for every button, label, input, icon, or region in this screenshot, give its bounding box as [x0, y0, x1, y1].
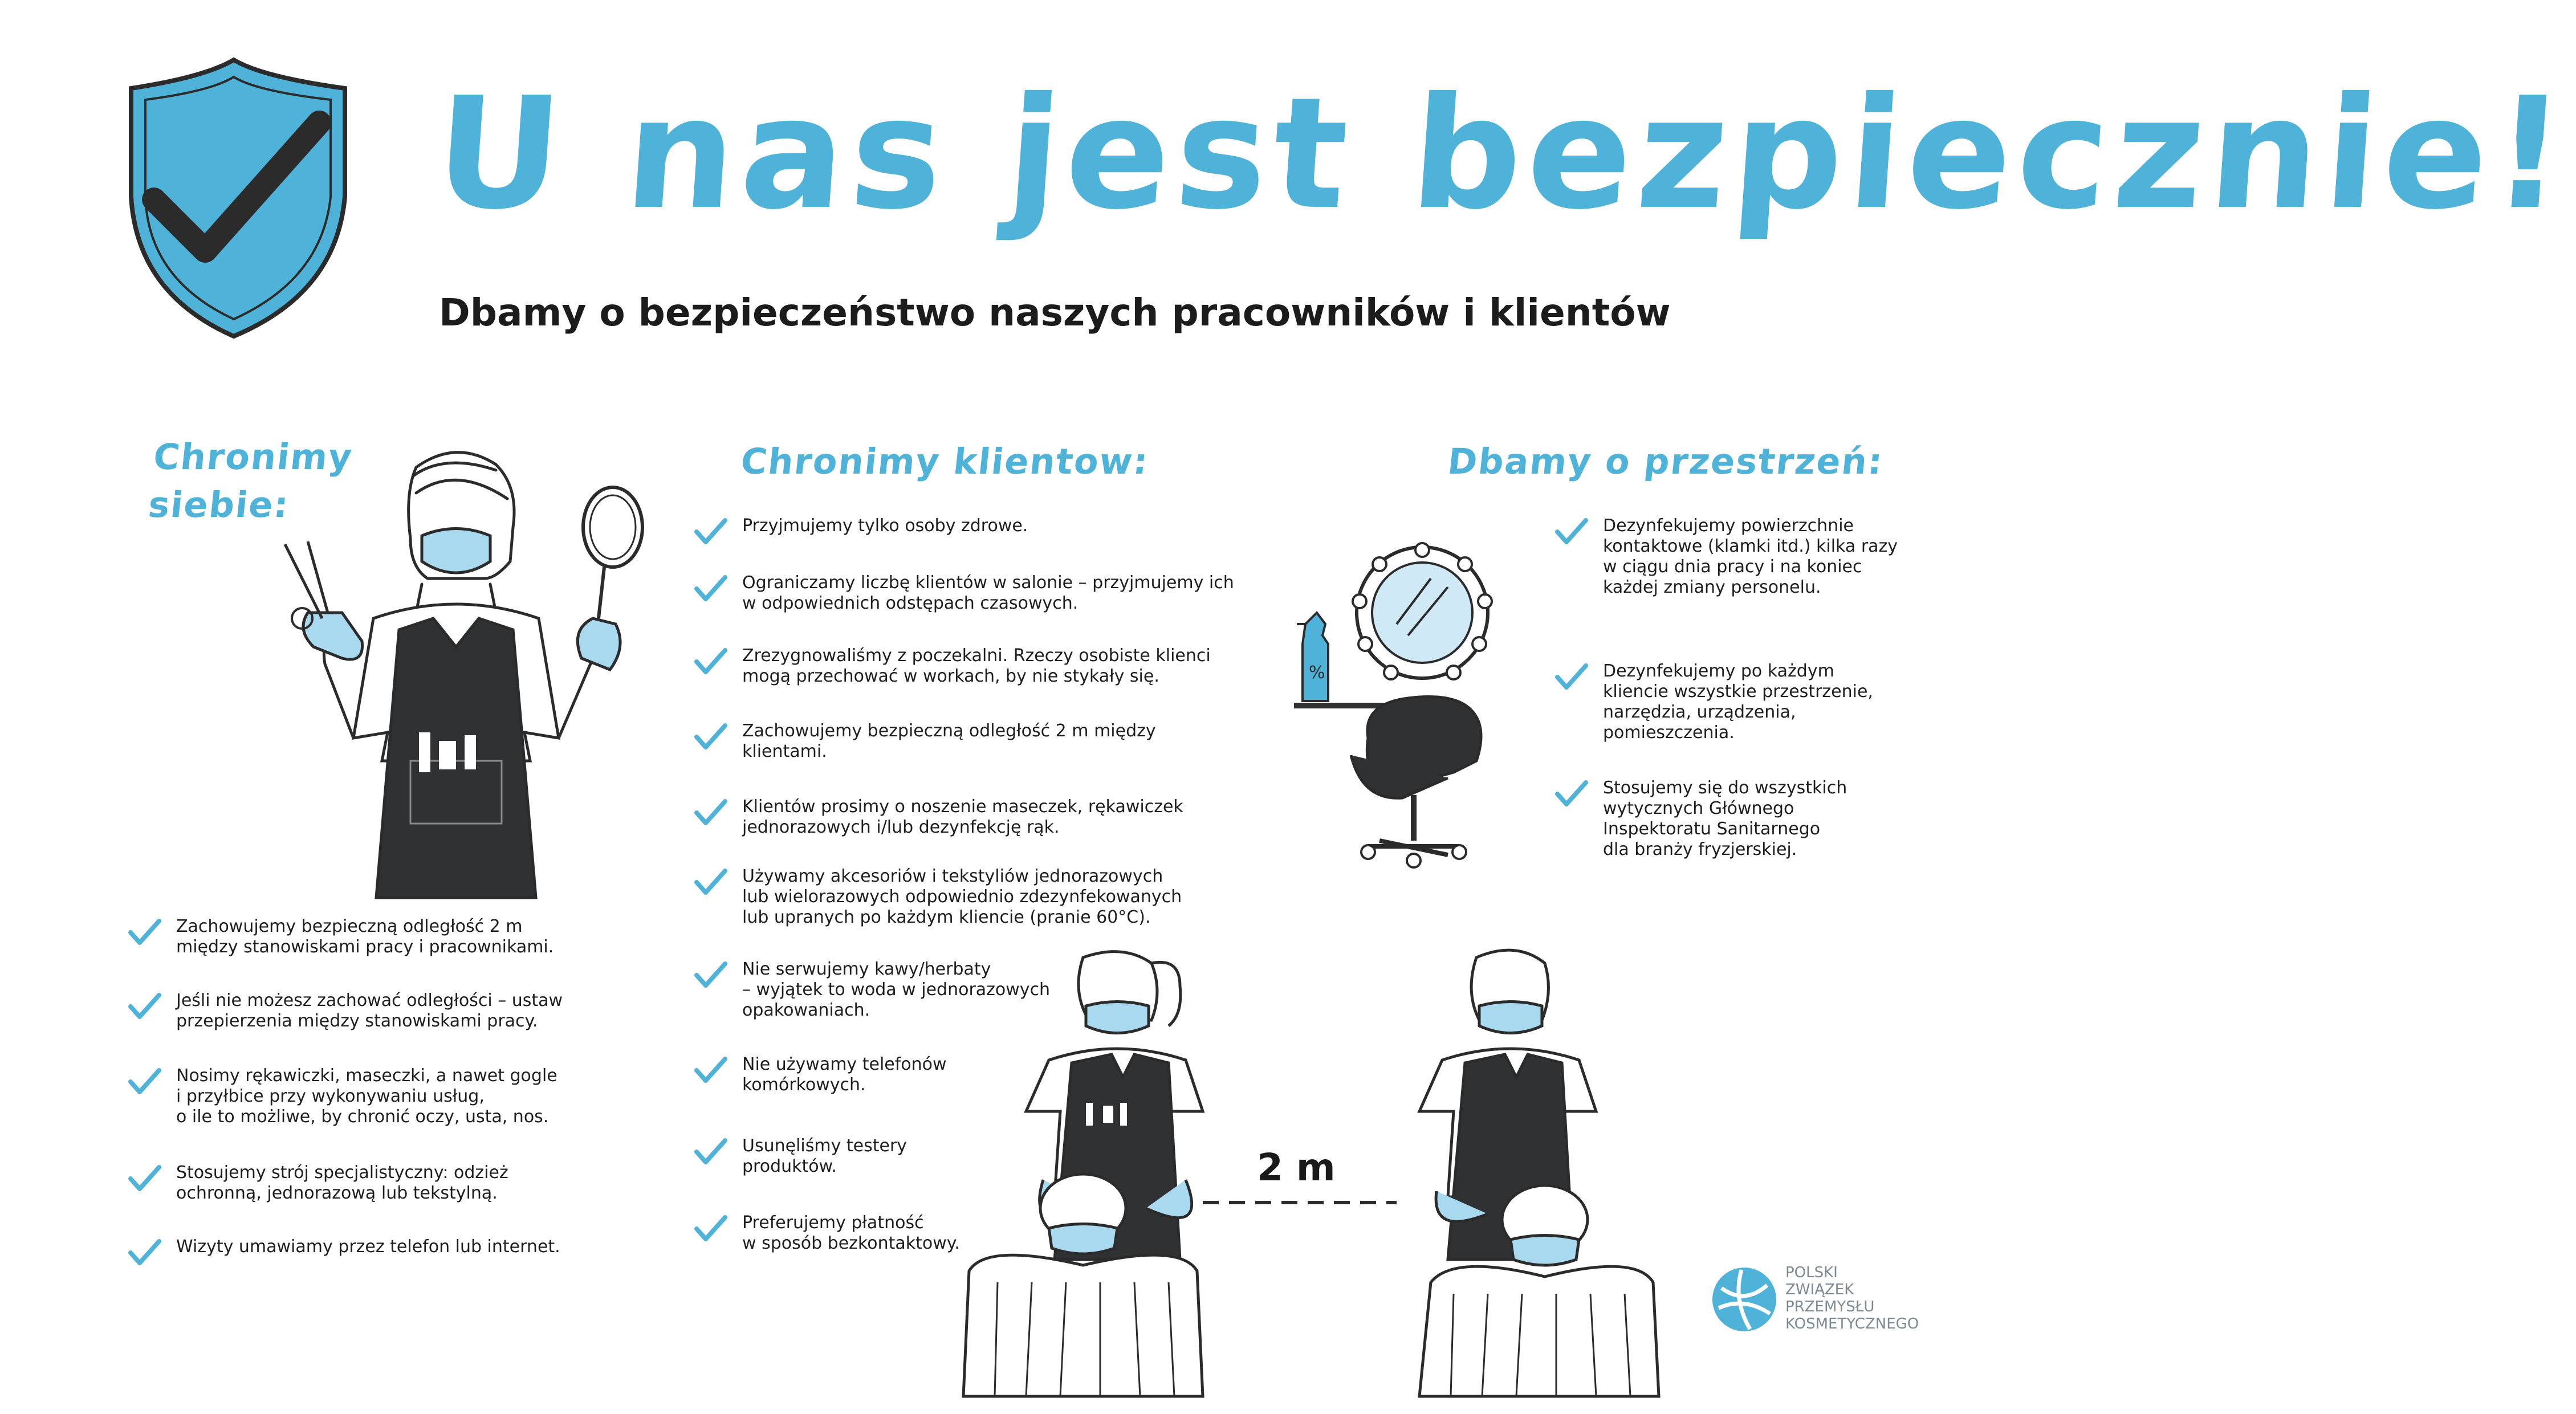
- heading-protect-clients: Chronimy klientow:: [739, 441, 1151, 482]
- list-item-text: Wizyty umawiamy przez telefon lub internet.: [176, 1237, 560, 1257]
- shield-check-icon: [120, 54, 359, 345]
- list-item-text: Nie używamy telefonów komórkowych.: [742, 1054, 947, 1095]
- check-icon: [694, 648, 727, 677]
- list-item: [128, 991, 563, 1032]
- list-item-text: Usunęliśmy testery produktów.: [742, 1136, 907, 1176]
- check-icon: [694, 518, 727, 547]
- list-item-text: Dezynfekujemy po każdym kliencie wszystkie przestrzenie, narzędzia, urządzenia, pomieszczenia.: [1603, 661, 1873, 743]
- check-icon: [694, 1138, 727, 1167]
- check-icon: [1555, 663, 1588, 692]
- check-icon: [128, 1165, 161, 1193]
- list-item: [694, 959, 1050, 1021]
- check-icon: [694, 723, 727, 752]
- check-icon: [694, 1057, 727, 1085]
- check-icon: [694, 961, 727, 990]
- list-item: [1555, 778, 1847, 860]
- list-item: [128, 916, 554, 957]
- list-item-text: Nosimy rękawiczki, maseczki, a nawet gogle i przyłbice przy wykonywaniu usług, o ile to możliwe, by chronić oczy, usta, nos.: [176, 1066, 557, 1127]
- logo-text: POLSKI ZWIĄZEK PRZEMYSŁU KOSMETYCZNEGO: [1785, 1264, 1919, 1332]
- list-item: [694, 1213, 960, 1254]
- list-item: [694, 573, 1234, 614]
- check-icon: [128, 919, 161, 947]
- heading-protect-self-line2: siebie:: [146, 484, 292, 525]
- list-item-text: Ograniczamy liczbę klientów w salonie – przyjmujemy ich w odpowiednich odstępach czasowych.: [742, 573, 1234, 613]
- list-item: [128, 1066, 557, 1127]
- check-icon: [128, 1239, 161, 1268]
- list-item: [694, 646, 1211, 687]
- page-subtitle: Dbamy o bezpieczeństwo naszych pracowników i klientów: [439, 291, 1671, 335]
- page-title: U nas jest bezpiecznie!: [430, 64, 2576, 243]
- list-item-text: Stosujemy strój specjalistyczny: odzież ochronną, jednorazową lub tekstylną.: [176, 1163, 508, 1203]
- distance-label: 2 m: [1257, 1146, 1336, 1189]
- list-item: [694, 721, 1156, 762]
- list-item: [128, 1163, 508, 1204]
- check-icon: [1555, 518, 1588, 547]
- list-item-text: Używamy akcesoriów i tekstyliów jednorazowych lub wielorazowych odpowiednio zdezynfekowanych lub upranych po każdym kliencie (pranie 60°C).: [742, 866, 1182, 927]
- list-item-text: Klientów prosimy o noszenie maseczek, rękawiczek jednorazowych i/lub dezynfekcję rąk.: [742, 797, 1183, 837]
- list-item-text: Zachowujemy bezpieczną odległość 2 m między klientami.: [742, 721, 1156, 761]
- hairdresser-illustration: [228, 442, 673, 909]
- list-item-text: Preferujemy płatność w sposób bezkontaktowy.: [742, 1213, 960, 1253]
- list-item: [694, 866, 1182, 928]
- list-item-text: Zachowujemy bezpieczną odległość 2 m między stanowiskami pracy i pracownikami.: [176, 916, 554, 957]
- list-item: [694, 516, 1028, 547]
- salon-station-illustration: [1283, 539, 1556, 875]
- check-icon: [694, 575, 727, 604]
- list-item-text: Przyjmujemy tylko osoby zdrowe.: [742, 516, 1028, 536]
- list-item-text: Stosujemy się do wszystkich wytycznych Głównego Inspektoratu Sanitarnego dla branży fryzjerskiej.: [1603, 778, 1847, 859]
- list-item: [694, 797, 1183, 838]
- list-item: [128, 1237, 560, 1268]
- list-item: [1555, 661, 1873, 743]
- ppk-logo-icon: [1710, 1265, 1779, 1334]
- list-item: [694, 1054, 947, 1095]
- check-icon: [128, 993, 161, 1021]
- list-item-text: Zrezygnowaliśmy z poczekalni. Rzeczy osobiste klienci mogą przechować w workach, by nie stykały się.: [742, 646, 1211, 686]
- list-item-text: Nie serwujemy kawy/herbaty – wyjątek to woda w jednorazowych opakowaniach.: [742, 959, 1051, 1020]
- check-icon: [694, 799, 727, 828]
- list-item-text: Jeśli nie możesz zachować odległości – ustaw przepierzenia między stanowiskami pracy.: [176, 991, 563, 1031]
- check-icon: [694, 869, 727, 897]
- heading-care-space: Dbamy o przestrzeń:: [1446, 441, 1886, 482]
- heading-protect-self-line1: Chronimy: [151, 436, 355, 478]
- check-icon: [694, 1215, 727, 1244]
- list-item: [1555, 516, 1898, 598]
- check-icon: [128, 1068, 161, 1097]
- list-item-text: Dezynfekujemy powierzchnie kontaktowe (klamki itd.) kilka razy w ciągu dnia pracy i na koniec każdej zmiany personelu.: [1603, 516, 1898, 597]
- list-item: [694, 1136, 907, 1177]
- check-icon: [1555, 780, 1588, 809]
- bottle-percent-label: %: [1309, 663, 1325, 683]
